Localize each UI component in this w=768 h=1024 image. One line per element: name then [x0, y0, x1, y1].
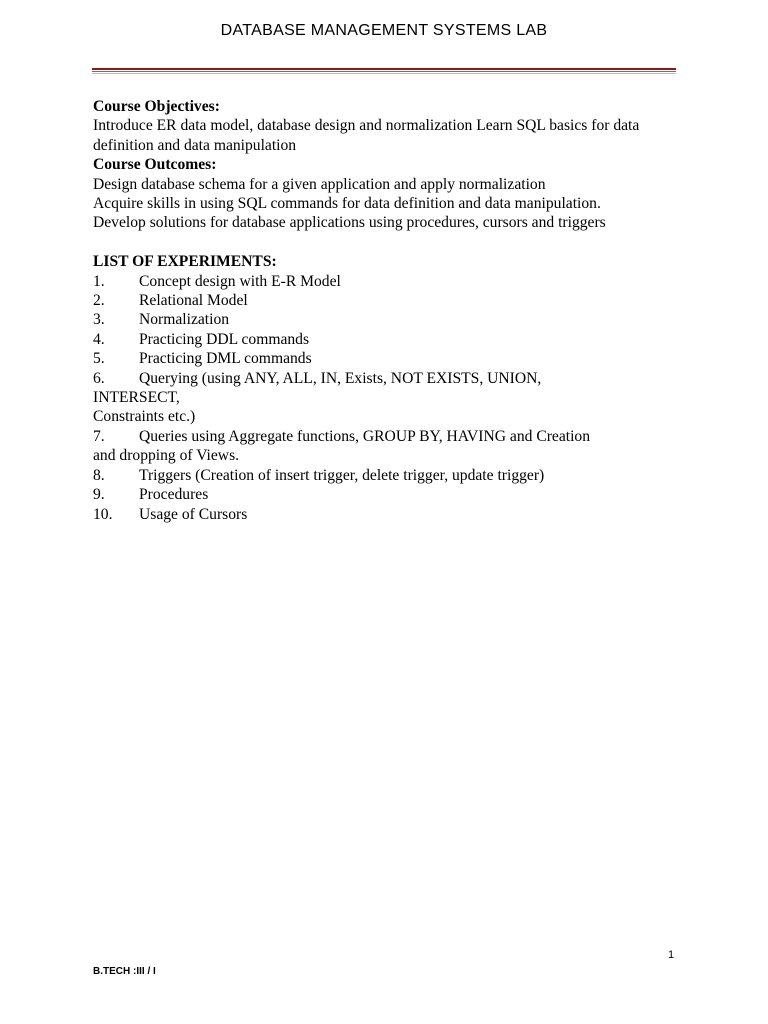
list-item-text: Triggers (Creation of insert trigger, delete trigger, update trigger)	[139, 466, 545, 484]
list-item	[93, 310, 683, 329]
document-body	[93, 97, 683, 524]
outcomes-heading: Course Outcomes:	[93, 156, 217, 174]
list-item-text: Normalization	[139, 311, 230, 329]
list-item-number: 2.	[93, 292, 105, 310]
experiments-heading: LIST OF EXPERIMENTS:	[93, 253, 277, 271]
list-item	[93, 505, 683, 524]
list-item-number: 9.	[93, 486, 105, 504]
outcome-item: Design database schema for a given application and apply normalization	[93, 175, 546, 193]
list-item-text: Procedures	[139, 486, 209, 504]
page-title: DATABASE MANAGEMENT SYSTEMS LAB	[220, 22, 548, 39]
list-item	[93, 291, 683, 310]
list-item-text: Practicing DDL commands	[139, 330, 310, 348]
list-item	[93, 485, 683, 504]
list-item-number: 6.	[93, 369, 105, 387]
list-item-continuation: Constraints etc.)	[93, 408, 196, 426]
list-item-text: Usage of Cursors	[139, 505, 248, 523]
list-item-text: Querying (using ANY, ALL, IN, Exists, NOT EXISTS, UNION,	[139, 369, 542, 387]
list-item-continuation: and dropping of Views.	[93, 447, 240, 465]
list-item-number: 8.	[93, 466, 105, 484]
list-item-continuation: INTERSECT,	[93, 389, 180, 407]
page-number: 1	[668, 949, 675, 961]
list-item-text: Queries using Aggregate functions, GROUP BY, HAVING and Creation	[139, 427, 591, 445]
outcome-item: Acquire skills in using SQL commands for data definition and data manipulation.	[93, 195, 601, 213]
list-item-number: 4.	[93, 330, 105, 348]
objectives-text: Introduce ER data model, database design and normalization Learn SQL basics for data definition and data manipulation	[93, 117, 640, 154]
header-divider	[92, 68, 676, 74]
list-item-text: Relational Model	[139, 292, 248, 310]
list-item-number: 10.	[93, 505, 113, 523]
list-item	[93, 369, 683, 388]
footer-course-label: B.TECH :III / I	[93, 966, 156, 977]
list-item	[93, 427, 683, 446]
list-item-text: Practicing DML commands	[139, 350, 312, 368]
list-item-text: Concept design with E-R Model	[139, 272, 341, 290]
list-item	[93, 349, 683, 368]
list-item	[93, 466, 683, 485]
list-item-number: 1.	[93, 272, 105, 290]
list-item	[93, 330, 683, 349]
objectives-heading: Course Objectives:	[93, 98, 220, 115]
list-item-number: 7.	[93, 427, 105, 445]
outcome-item: Develop solutions for database applications using procedures, cursors and triggers	[93, 214, 606, 232]
list-item-number: 5.	[93, 350, 105, 368]
list-item	[93, 272, 683, 291]
list-item-number: 3.	[93, 311, 105, 329]
